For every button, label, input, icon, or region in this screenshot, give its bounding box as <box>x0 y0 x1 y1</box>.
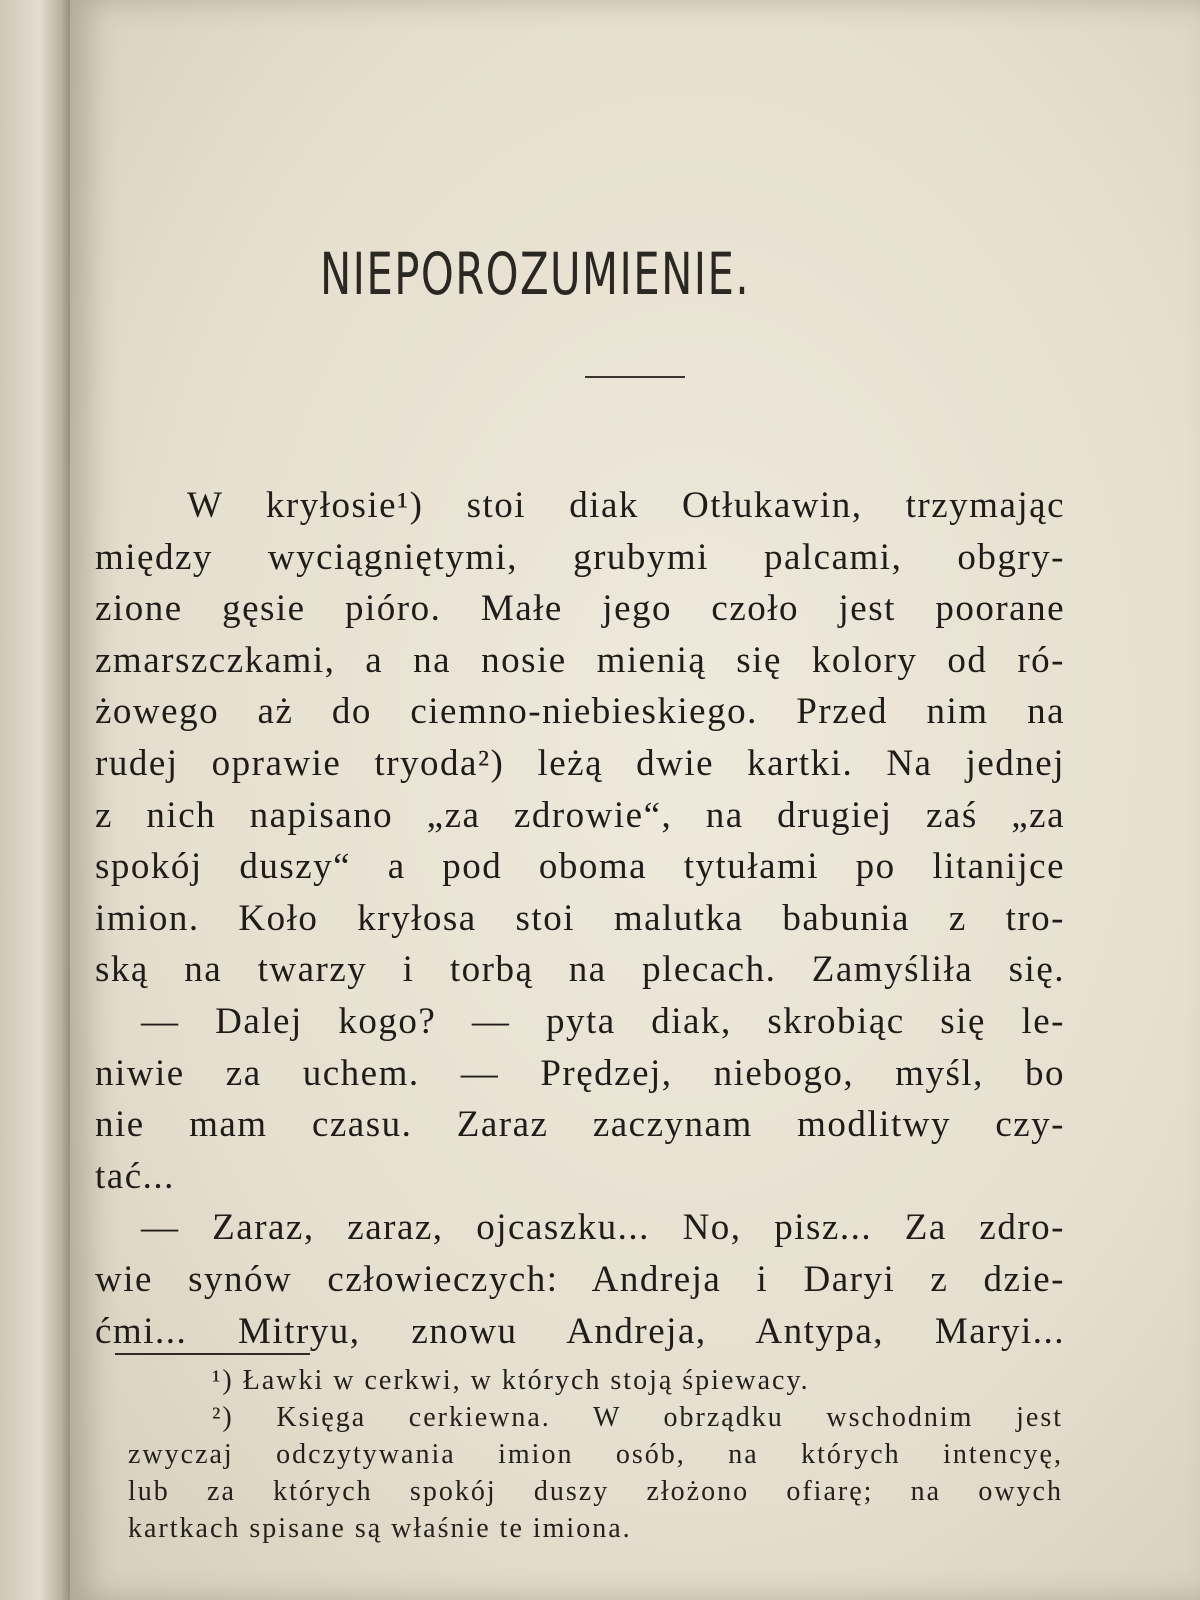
text-line: — Zaraz, zaraz, ojcaszku... No, pisz... Za zdro- <box>141 1207 1065 1249</box>
footnote-divider <box>115 1353 310 1355</box>
book-page <box>70 0 1200 1600</box>
text-line: imion. Koło kryłosa stoi malutka babunia z tro- <box>95 897 1065 939</box>
chapter-title: NIEPOROZUMIENIE. <box>320 240 751 308</box>
text-line: nie mam czasu. Zaraz zaczynam modlitwy czy- <box>95 1104 1065 1146</box>
text-line: wie synów człowieczych: Andreja i Daryi z dzie- <box>95 1258 1065 1300</box>
text-line: ską na twarzy i torbą na plecach. Zamyśliła się. <box>95 949 1065 991</box>
text-line: ćmi... Mitryu, znowu Andreja, Antypa, Maryi... <box>95 1310 1065 1352</box>
text-line: spokój duszy“ a pod oboma tytułami po litanijce <box>95 846 1065 888</box>
text-line: niwie za uchem. — Prędzej, niebogo, myśl, bo <box>95 1052 1065 1094</box>
body-text <box>95 480 1065 1357</box>
text-line: tać... <box>95 1155 175 1197</box>
footnote-line: ¹) Ławki w cerkwi, w których stoją śpiewacy. <box>212 1365 810 1396</box>
footnote-line: ²) Księga cerkiewna. W obrządku wschodnim jest <box>212 1402 1063 1433</box>
text-line: W kryłosie¹) stoi diak Otłukawin, trzymając <box>187 485 1065 526</box>
footnotes <box>128 1362 1063 1547</box>
text-line: między wyciągniętymi, grubymi palcami, obgry- <box>95 536 1065 578</box>
footnote-line: zwyczaj odczytywania imion osób, na których intencyę, <box>128 1439 1063 1470</box>
text-line: z nich napisano „za zdrowie“, na drugiej zaś „za <box>95 794 1065 836</box>
text-line: rudej oprawie tryoda²) leżą dwie kartki. Na jednej <box>95 742 1065 784</box>
text-line: zmarszczkami, a na nosie mienią się kolory od ró- <box>95 639 1065 681</box>
footnote-line: kartkach spisane są właśnie te imiona. <box>128 1513 632 1544</box>
book-spine-shadow <box>0 0 72 1600</box>
footnote-line: lub za których spokój duszy złożono ofiarę; na owych <box>128 1476 1063 1507</box>
text-line: zione gęsie pióro. Małe jego czoło jest poorane <box>95 588 1065 630</box>
text-line: żowego aż do ciemno-niebieskiego. Przed nim na <box>95 691 1065 733</box>
text-line: — Dalej kogo? — pyta diak, skrobiąc się le- <box>141 1000 1065 1042</box>
title-divider <box>585 376 685 378</box>
